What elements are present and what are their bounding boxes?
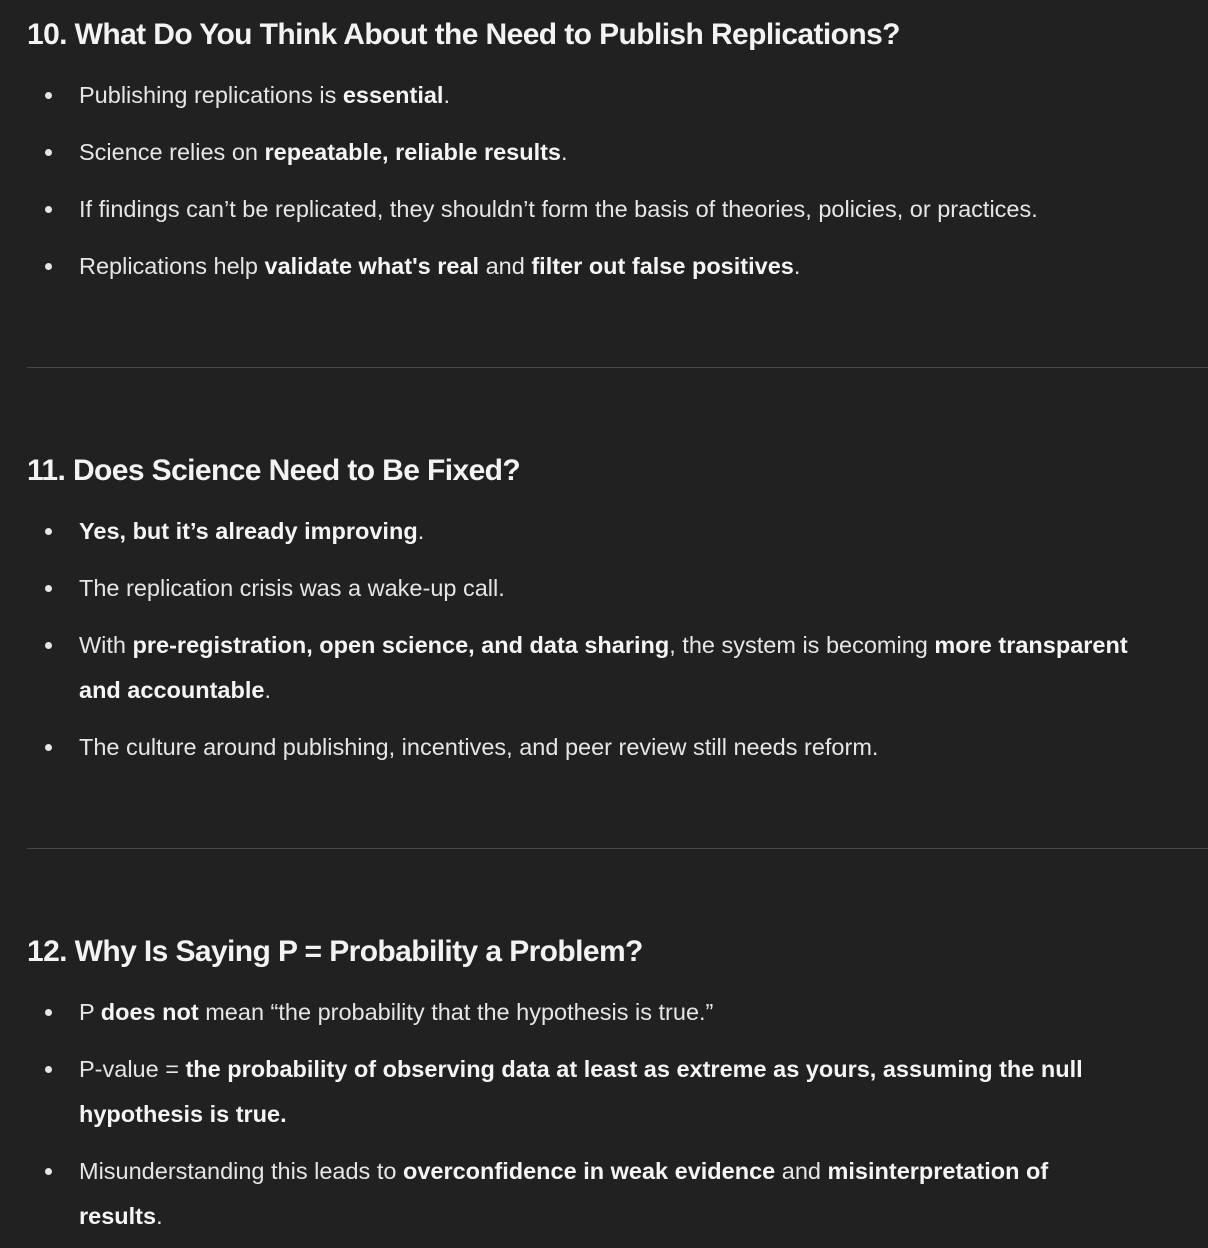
list-item: Science relies on repeatable, reliable results. bbox=[27, 130, 1137, 175]
list-item: Publishing replications is essential. bbox=[27, 73, 1137, 118]
section-heading: 11. Does Science Need to Be Fixed? bbox=[27, 454, 521, 487]
list-item: Yes, but it’s already improving. bbox=[27, 509, 1137, 554]
section-12 bbox=[27, 933, 1208, 1239]
section-10 bbox=[27, 16, 1208, 289]
section-divider bbox=[27, 367, 1208, 368]
section-divider bbox=[27, 848, 1208, 849]
list-item: If findings can’t be replicated, they shouldn’t form the basis of theories, policies, or practices. bbox=[27, 187, 1137, 232]
section-11 bbox=[27, 452, 1208, 770]
list-item: The culture around publishing, incentives, and peer review still needs reform. bbox=[27, 725, 1137, 770]
bullet-list bbox=[27, 73, 1208, 289]
bullet-list bbox=[27, 509, 1208, 770]
list-item: The replication crisis was a wake-up call. bbox=[27, 566, 1137, 611]
list-item: With pre-registration, open science, and data sharing, the system is becoming more transparent and accountable. bbox=[27, 623, 1137, 713]
section-heading: 10. What Do You Think About the Need to Publish Replications? bbox=[27, 18, 900, 51]
list-item: P does not mean “the probability that the hypothesis is true.” bbox=[27, 990, 1137, 1035]
list-item: Misunderstanding this leads to overconfidence in weak evidence and misinterpretation of results. bbox=[27, 1149, 1137, 1239]
list-item: Replications help validate what's real and filter out false positives. bbox=[27, 244, 1137, 289]
section-heading: 12. Why Is Saying P = Probability a Problem? bbox=[27, 935, 643, 968]
list-item: P-value = the probability of observing data at least as extreme as yours, assuming the null hypothesis is true. bbox=[27, 1047, 1137, 1137]
bullet-list bbox=[27, 990, 1208, 1239]
